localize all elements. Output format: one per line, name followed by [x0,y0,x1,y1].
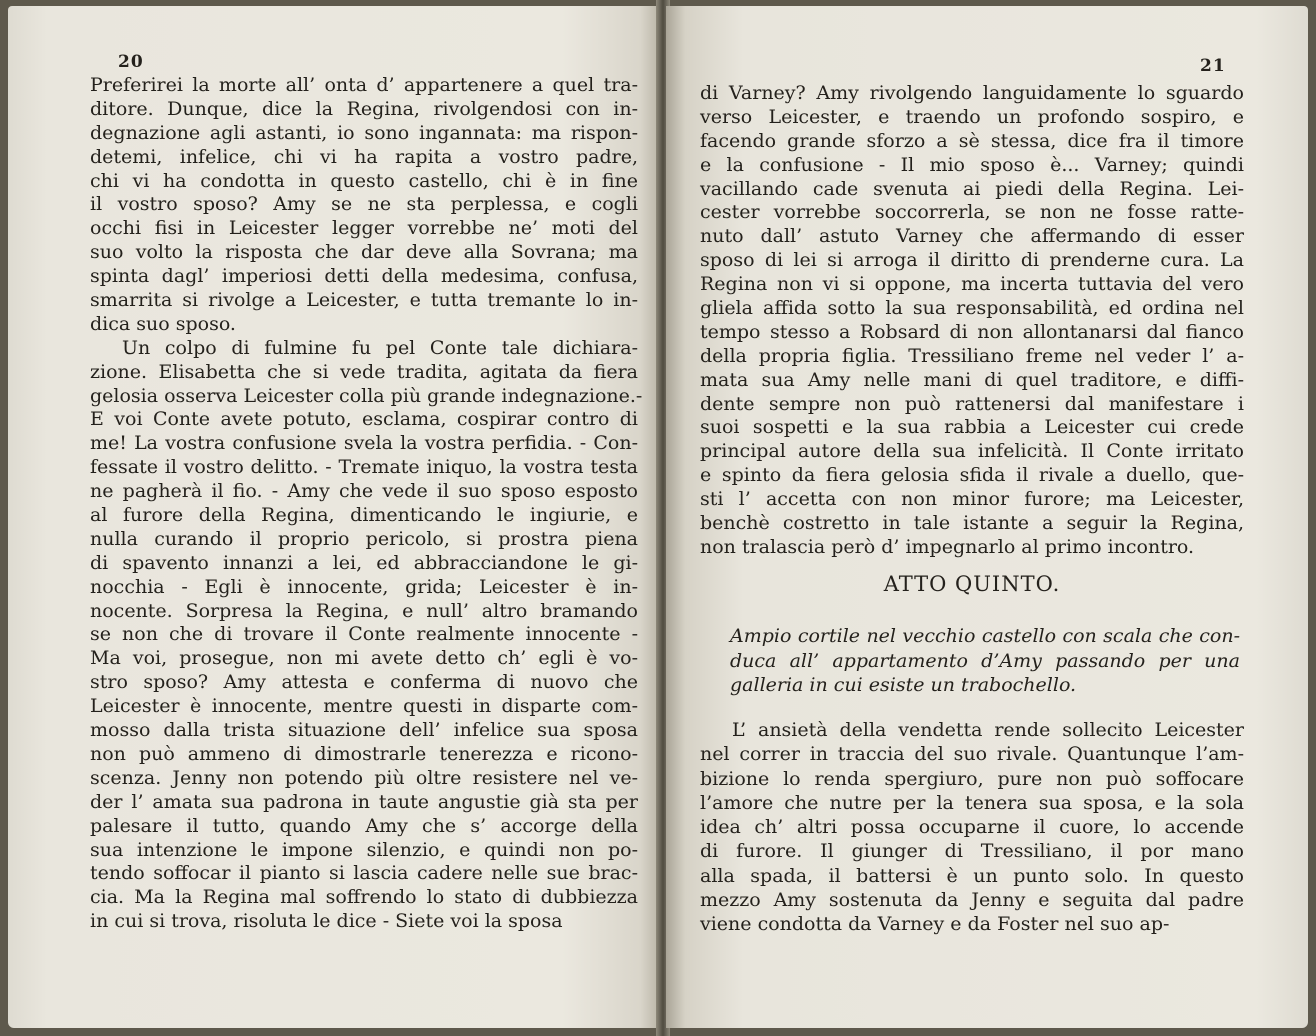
text-line: chi vi ha condotta in questo castello, chi è in fine [90,169,638,192]
left-page-body [90,74,643,934]
text-line: degnazione agli astanti, io sono ingannata: ma rispon- [90,121,638,144]
text-line: detemi, infelice, chi vi ha rapita a vostro padre, [90,145,638,168]
text-line: smarrita si rivolge a Leicester, e tutta tremante lo in- [90,289,638,312]
text-line: principal autore della sua infelicità. Il Conte irritato [700,440,1244,463]
text-line: Ampio cortile nel vecchio castello con scala che con- [730,625,1240,647]
text-line: sti l’ accetta con non minor furore; ma Leicester, [700,488,1244,511]
text-line: mosso dalla trista situazione dell’ infelice sua sposa [90,719,638,742]
text-line: Ma voi, prosegue, non mi avete detto ch’ egli è vo- [90,647,638,670]
text-line: e la confusione - Il mio sposo è... Varney; quindi [700,153,1244,176]
text-line: cester vorrebbe soccorrerla, se non ne fosse ratte- [700,201,1244,224]
text-line: nulla curando il proprio pericolo, si prostra piena [90,527,638,550]
text-line: nocente. Sorpresa la Regina, e null’ altro bramando [90,599,638,622]
text-line: se non che di trovare il Conte realmente innocente - [90,623,638,646]
text-line: nuto dall’ astuto Varney che affermando di esser [700,225,1244,248]
text-line: mata sua Amy nelle mani di quel traditore, e diffi- [700,368,1244,391]
text-line: dente sempre non può rattenersi dal manifestare i [700,392,1244,415]
text-line: Preferirei la morte all’ onta d’ appartenere a quel tra- [90,74,638,96]
right-page [666,6,1308,1028]
text-line: fessate il vostro delitto. - Tremate iniquo, la vostra testa [90,456,638,479]
text-line: Regina non vi si oppone, ma incerta tuttavia del vero [700,273,1244,296]
text-line: palesare il tutto, quando Amy che s’ accorge della [90,814,638,837]
text-line: suo volto la risposta che dar deve alla Sovrana; ma [90,241,638,264]
text-line: Leicester è innocente, mentre questi in disparte com- [90,695,638,718]
act-heading: ATTO QUINTO. [883,572,1061,596]
text-line: non può ammeno di dimostrarle tenerezza e ricono- [90,742,638,765]
text-line: e spinto da fiera gelosia sfida il rivale a duello, que- [700,464,1244,487]
text-line: spinta dagl’ imperiosi detti della medesima, confusa, [90,265,638,288]
text-line: nocchia - Egli è innocente, grida; Leicester è in- [90,575,638,598]
text-line: L’ ansietà della vendetta rende sollecito Leicester [732,719,1244,741]
text-line: zione. Elisabetta che si vede tradita, agitata da fiera [90,360,638,383]
text-line: occhi fisi in Leicester legger vorrebbe ne’ moti del [90,217,638,240]
text-line: duca all’ appartamento d’Amy passando per una [730,649,1240,672]
text-line: gelosia osserva Leicester colla più grande indegnazione.- [90,384,643,407]
text-line: l’amore che nutre per la tenera sua sposa, e la sola [700,791,1244,814]
right-page-body [700,82,1244,560]
text-line: Un colpo di fulmine fu pel Conte tale dichiara- [122,336,638,359]
text-line: facendo grande sforzo a sè stessa, dice fra il timore [700,129,1244,152]
left-page [8,6,660,1028]
right-page-body-continued [700,718,1244,937]
text-line: bizione lo renda spergiuro, pure non può soffocare [700,767,1244,790]
text-line: non tralascia però d’ impegnarlo al primo incontro. [700,535,1195,558]
text-line: der l’ amata sua padrona in taute angustie già sta per [90,790,638,813]
text-line: nel correr in traccia del suo rivale. Quantunque l’am- [700,743,1244,766]
text-line: ditore. Dunque, dice la Regina, rivolgendosi con in- [90,97,638,120]
text-line: alla spada, il battersi è un punto solo. In questo [700,864,1244,887]
right-page-number: 21 [1200,56,1226,76]
text-line: me! La vostra confusione svela la vostra perfidia. - Con- [90,432,638,455]
text-line: verso Leicester, e traendo un profondo sospiro, e [700,105,1244,128]
text-line: ne pagherà il fio. - Amy che vede il suo sposo esposto [90,480,638,503]
text-line: viene condotta da Varney e da Foster nel suo ap- [700,913,1170,936]
text-line: della propria figlia. Tressiliano freme nel veder l’ a- [700,344,1244,367]
text-line: vacillando cade svenuta ai piedi della Regina. Lei- [700,177,1244,200]
text-line: gliela affida sotto la sua responsabilità, ed ordina nel [700,297,1244,320]
text-line: di Varney? Amy rivolgendo languidamente lo sguardo [700,82,1244,104]
left-page-number: 20 [118,52,144,72]
text-line: mezzo Amy sostenuta da Jenny e seguita dal padre [700,889,1244,912]
text-line: galleria in cui esiste un trabochello. [730,674,1077,696]
text-line: di spavento innanzi a lei, ed abbracciandone le gi- [90,551,638,574]
stage-direction [730,624,1240,698]
text-line: E voi Conte avete potuto, esclama, cospirar contro di [90,408,638,431]
text-line: il vostro sposo? Amy se ne sta perplessa, e cogli [90,193,638,216]
text-line: benchè costretto in tale istante a seguir la Regina, [700,512,1244,535]
text-line: sposo di lei si arroga il diritto di prenderne cura. La [700,249,1244,272]
text-line: scenza. Jenny non potendo più oltre resistere nel ve- [90,766,638,789]
text-line: stro sposo? Amy attesta e conferma di nuovo che [90,671,638,694]
text-line: cia. Ma la Regina mal soffrendo lo stato di dubbiezza [90,886,638,909]
text-line: tempo stesso a Robsard di non allontanarsi dal fianco [700,320,1244,343]
text-line: sua intenzione le impone silenzio, e quindi non po- [90,838,638,861]
text-line: in cui si trova, risoluta le dice - Siete voi la sposa [90,910,563,933]
text-line: idea ch’ altri possa occuparne il cuore, lo accende [700,816,1244,839]
text-line: di furore. Il giunger di Tressiliano, il por mano [700,840,1244,863]
text-line: al furore della Regina, dimenticando le ingiurie, e [90,504,638,527]
text-line: tendo soffocar il pianto si lascia cadere nelle sue brac- [90,862,638,885]
text-line: dica suo sposo. [90,312,236,335]
text-line: suoi sospetti e la sua rabbia a Leicester cui crede [700,416,1244,439]
